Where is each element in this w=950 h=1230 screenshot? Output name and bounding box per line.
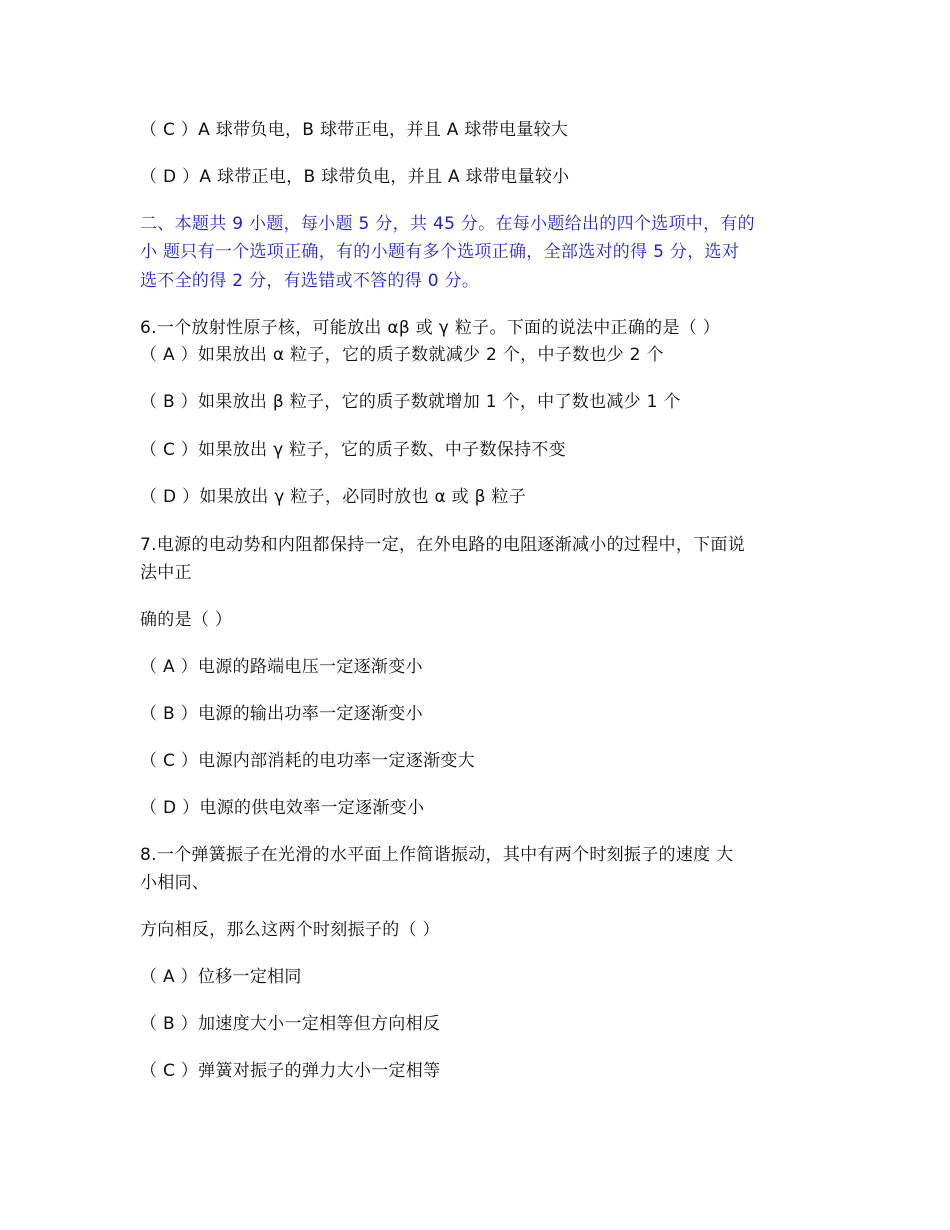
section-instructions-line-2: 小 题只有一个选项正确，有的小题有多个选项正确，全部选对的得 5 分，选对: [140, 242, 740, 262]
q7-option-c: （ C ）电源内部消耗的电功率一定逐渐变大: [140, 751, 475, 771]
q7-stem-line-3: 确的是（ ）: [140, 610, 233, 630]
q6-stem: 6.一个放射性原子核，可能放出 αβ 或 γ 粒子。下面的说法中正确的是（ ）: [140, 318, 721, 338]
section-instructions-line-3: 选不全的得 2 分，有选错或不答的得 0 分。: [140, 271, 480, 291]
q6-option-d: （ D ）如果放出 γ 粒子，必同时放也 α 或 β 粒子: [140, 487, 527, 507]
section-instructions-line-1: 二、本题共 9 小题，每小题 5 分，共 45 分。在每小题给出的四个选项中，有的: [140, 214, 755, 234]
q6-option-a: （ A ）如果放出 α 粒子，它的质子数就减少 2 个，中子数也少 2 个: [140, 345, 664, 365]
q8-stem-line-1: 8.一个弹簧振子在光滑的水平面上作简谐振动，其中有两个时刻振子的速度 大: [140, 845, 734, 865]
q7-stem-line-1: 7.电源的电动势和内阻都保持一定，在外电路的电阻逐渐减小的过程中，下面说: [140, 535, 746, 555]
q8-stem-line-3: 方向相反，那么这两个时刻振子的（ ）: [140, 920, 440, 940]
q8-option-a: （ A ）位移一定相同: [140, 967, 302, 987]
prev-option-d: （ D ）A 球带正电，B 球带负电，并且 A 球带电量较小: [140, 167, 570, 187]
q6-option-c: （ C ）如果放出 γ 粒子，它的质子数、中子数保持不变: [140, 440, 566, 460]
q7-option-a: （ A ）电源的路端电压一定逐渐变小: [140, 657, 423, 677]
q7-option-d: （ D ）电源的供电效率一定逐渐变小: [140, 798, 425, 818]
q7-stem-line-2: 法中正: [140, 563, 192, 583]
q6-option-b: （ B ）如果放出 β 粒子，它的质子数就增加 1 个，中了数也减少 1 个: [140, 392, 681, 412]
q8-option-b: （ B ）加速度大小一定相等但方向相反: [140, 1014, 441, 1034]
prev-option-c: （ C ）A 球带负电，B 球带正电，并且 A 球带电量较大: [140, 120, 569, 140]
q8-stem-line-2: 小相同、: [140, 873, 210, 893]
q8-option-c: （ C ）弹簧对振子的弹力大小一定相等: [140, 1061, 441, 1081]
q7-option-b: （ B ）电源的输出功率一定逐渐变小: [140, 704, 423, 724]
